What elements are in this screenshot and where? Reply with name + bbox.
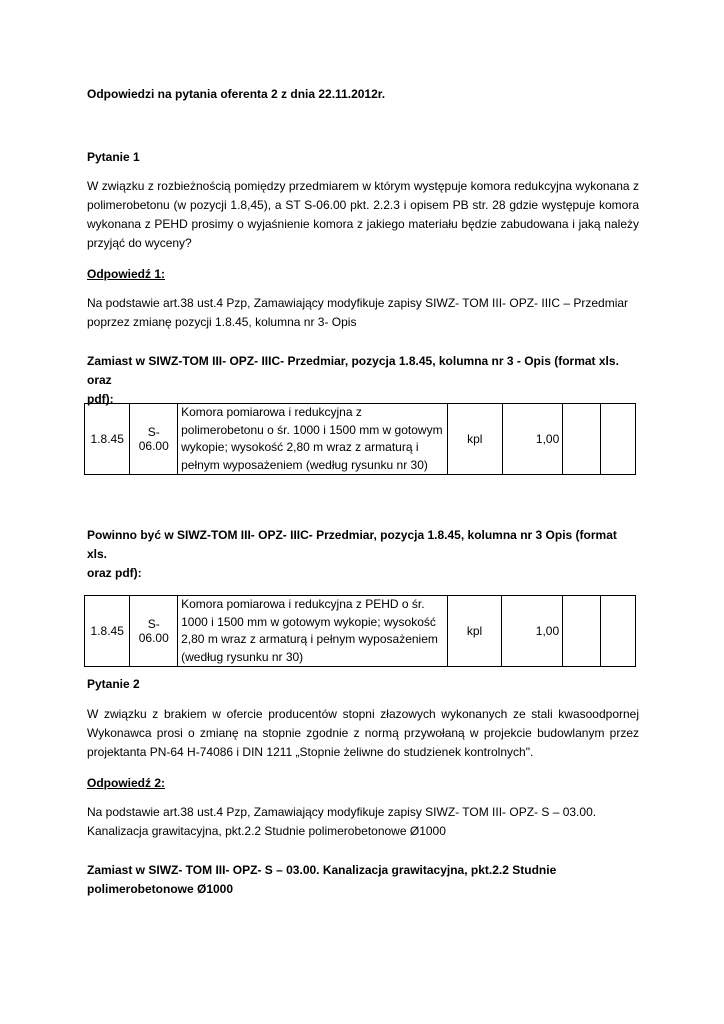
table-cell-empty [563,596,601,667]
change-2-line-1: Powinno być w SIWZ-TOM III- OPZ- IIIC- Przedmiar, pozycja 1.8.45, kolumna nr 3 Opis (format xls. [87,528,617,561]
answer-1-text [87,294,639,332]
question-2-heading: Pytanie 2 [87,677,140,691]
table-cell-quantity: 1,00 [502,404,563,475]
answer-2-heading: Odpowiedź 2: [87,776,165,790]
change-1-line-1: Zamiast w SIWZ-TOM III- OPZ- IIIC- Przedmiar, pozycja 1.8.45, kolumna nr 3 - Opis (format xls. oraz [87,354,619,387]
answer-1-line-2: poprzez zmianę pozycji 1.8.45, kolumna nr 3- Opis [87,315,357,329]
table-cell-code: S-06.00 [130,404,178,475]
answer-1-line-1: Na podstawie art.38 ust.4 Pzp, Zamawiający modyfikuje zapisy SIWZ- TOM III- OPZ- IIIC – Przedmiar [87,296,629,310]
answer-2-line-2: Kanalizacja grawitacyjna, pkt.2.2 Studnie polimerobetonowe Ø1000 [87,824,446,838]
table-cell-unit: kpl [447,404,502,475]
change-1-heading [87,352,639,409]
change-2-heading [87,526,639,583]
change-3-line-1: Zamiast w SIWZ- TOM III- OPZ- S – 03.00. Kanalizacja grawitacyjna, pkt.2.2 Studnie [87,863,557,877]
table-cell-code: S-06.00 [130,596,178,667]
document-title: Odpowiedzi na pytania oferenta 2 z dnia 22.11.2012r. [87,87,386,101]
answer-2-line-1: Na podstawie art.38 ust.4 Pzp, Zamawiający modyfikuje zapisy SIWZ- TOM III- OPZ- S – 03.00. [87,805,597,819]
change-3-line-2: polimerobetonowe Ø1000 [87,882,234,896]
change-3-heading [87,861,639,899]
table-cell-position: 1.8.45 [85,404,130,475]
question-2-text: W związku z brakiem w ofercie producentów stopni złazowych wykonanych ze stali kwasoodpornej Wykonawca prosi o zmianę na stopnie zgodnie z normą przywołaną w projekcie budowlanym przez projektanta PN-64 H-74086 i DIN 1211 „Stopnie żeliwne do studzienek kontrolnych". [87,707,639,759]
question-1-text: W związku z rozbieżnością pomiędzy przedmiarem w którym występuje komora redukcyjna wykonana z polimerobetonu (w pozycji 1.8,45), a ST S-06.00 pkt. 2.2.3 i opisem PB str. 28 gdzie występuje komora wykonana z PEHD prosimy o wyjaśnienie komora z jakiego materiału będzie zabudowana i jaką należy przyjąć do wyceny? [87,179,639,250]
table-cell-position: 1.8.45 [85,596,130,667]
table-cell-description: Komora pomiarowa i redukcyjna z polimerobetonu o śr. 1000 i 1500 mm w gotowym wykopie; wysokość 2,80 m wraz z armaturą i pełnym wyposażeniem (według rysunku nr 30) [178,404,448,475]
answer-2-text [87,803,639,841]
table-cell-quantity: 1,00 [502,596,563,667]
table-cell-empty [563,404,600,475]
table-cell-unit: kpl [447,596,502,667]
change-2-line-2: oraz pdf): [87,566,142,580]
change-1-line-2: pdf): [87,392,114,406]
table-cell-description: Komora pomiarowa i redukcyjna z PEHD o śr. 1000 i 1500 mm w gotowym wykopie; wysokość 2,80 m wraz z armaturą i pełnym wyposażeniem (według rysunku nr 30) [178,596,447,667]
question-1-heading: Pytanie 1 [87,150,140,164]
table-cell-empty [600,596,635,667]
answer-1-heading: Odpowiedź 1: [87,267,165,281]
position-table-before [84,403,636,475]
table-cell-empty [600,404,635,475]
position-table-after [84,595,636,667]
